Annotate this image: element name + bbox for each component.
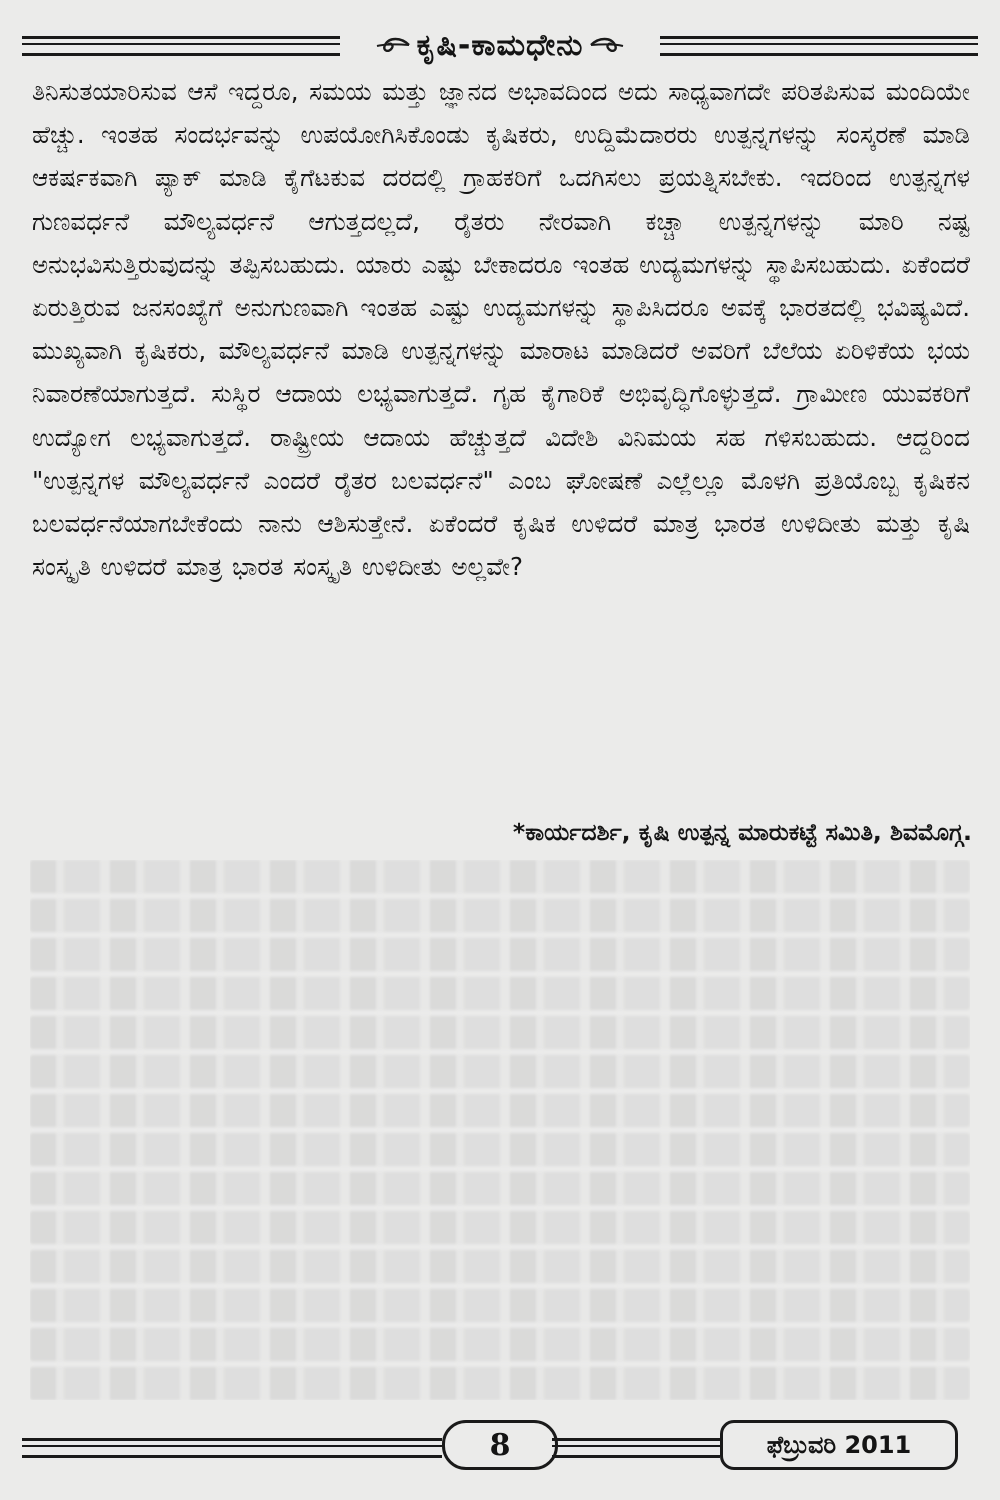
page-number: 8 [442, 1420, 558, 1470]
footer-rule-left [22, 1438, 442, 1458]
swirl-ornament-right-icon [589, 35, 625, 55]
issue-date: ಫೆಬ್ರುವರಿ 2011 [720, 1420, 958, 1470]
header-rule-right [660, 36, 978, 56]
header-rule-left [22, 36, 340, 56]
article-paragraph: ತಿನಿಸುತಯಾರಿಸುವ ಆಸೆ ಇದ್ದರೂ, ಸಮಯ ಮತ್ತು ಜ್ಞಾನದ ಅಭಾವದಿಂದ ಅದು ಸಾಧ್ಯವಾಗದೇ ಪರಿತಪಿಸುವ ಮಂದಿಯೇ ಹೆಚ್ಚು. ಇಂತಹ ಸಂದರ್ಭವನ್ನು ಉಪಯೋಗಿಸಿಕೊಂಡು ಕೃಷಿಕರು, ಉದ್ದಿಮೆದಾರರು ಉತ್ಪನ್ನಗಳನ್ನು ಸಂಸ್ಕರಣೆ ಮಾಡಿ ಆಕರ್ಷಕವಾಗಿ ಪ್ಯಾಕ್ ಮಾಡಿ ಕೈಗೆಟಕುವ ದರದಲ್ಲಿ ಗ್ರಾಹಕರಿಗೆ ಒದಗಿಸಲು ಪ್ರಯತ್ನಿಸಬೇಕು. ಇದರಿಂದ ಉತ್ಪನ್ನಗಳ ಗುಣವರ್ಧನೆ ಮೌಲ್ಯವರ್ಧನೆ ಆಗುತ್ತದಲ್ಲದೆ, ರೈತರು ನೇರವಾಗಿ ಕಚ್ಚಾ ಉತ್ಪನ್ನಗಳನ್ನು ಮಾರಿ ನಷ್ಟ ಅನುಭವಿಸುತ್ತಿರುವುದನ್ನು ತಪ್ಪಿಸಬಹುದು. ಯಾರು ಎಷ್ಟು ಬೇಕಾದರೂ ಇಂತಹ ಉದ್ಯಮಗಳನ್ನು ಸ್ಥಾಪಿಸಬಹುದು. ಏಕೆಂದರೆ ಏರುತ್ತಿರುವ ಜನಸಂಖ್ಯೆಗೆ ಅನುಗುಣವಾಗಿ ಇಂತಹ ಎಷ್ಟು ಉದ್ಯಮಗಳನ್ನು ಸ್ಥಾಪಿಸಿದರೂ ಅವಕ್ಕೆ ಭಾರತದಲ್ಲಿ ಭವಿಷ್ಯವಿದೆ. ಮುಖ್ಯವಾಗಿ ಕೃಷಿಕರು, ಮೌಲ್ಯವರ್ಧನೆ ಮಾಡಿ ಉತ್ಪನ್ನಗಳನ್ನು ಮಾರಾಟ ಮಾಡಿದರೆ ಅವರಿಗೆ ಬೆಲೆಯ ಏರಿಳಿಕೆಯ ಭಯ ನಿವಾರಣೆಯಾಗುತ್ತದೆ. ಸುಸ್ಥಿರ ಆದಾಯ ಲಭ್ಯವಾಗುತ್ತದೆ. ಗೃಹ ಕೈಗಾರಿಕೆ ಅಭಿವೃದ್ಧಿಗೊಳ್ಳುತ್ತದೆ. ಗ್ರಾಮೀಣ ಯುವಕರಿಗೆ ಉದ್ಯೋಗ ಲಭ್ಯವಾಗುತ್ತದೆ. ರಾಷ್ಟ್ರೀಯ ಆದಾಯ ಹೆಚ್ಚುತ್ತದೆ ವಿದೇಶಿ ವಿನಿಮಯ ಸಹ ಗಳಿಸಬಹುದು. ಆದ್ದರಿಂದ "ಉತ್ಪನ್ನಗಳ ಮೌಲ್ಯವರ್ಧನೆ ಎಂದರೆ ರೈತರ ಬಲವರ್ಧನೆ" ಎಂಬ ಘೋಷಣೆ ಎಲ್ಲೆಲ್ಲೂ ಮೊಳಗಿ ಪ್ರತಿಯೊಬ್ಬ ಕೃಷಿಕನ ಬಲವರ್ಧನೆಯಾಗಬೇಕೆಂದು ನಾನು ಆಶಿಸುತ್ತೇನೆ. ಏಕೆಂದರೆ ಕೃಷಿಕ ಉಳಿದರೆ ಮಾತ್ರ ಭಾರತ ಉಳಿದೀತು ಮತ್ತು ಕೃಷಿ ಸಂಸ್ಕೃತಿ ಉಳಿದರೆ ಮಾತ್ರ ಭಾರತ ಸಂಸ್ಕೃತಿ ಉಳಿದೀತು ಅಲ್ಲವೇ? [32, 77, 970, 582]
masthead [340, 22, 660, 68]
paper-bleed-through [30, 860, 970, 1400]
article-body [32, 70, 970, 588]
footer-rule-middle [552, 1438, 720, 1458]
swirl-ornament-left-icon [375, 35, 411, 55]
magazine-title: ಕೃಷಿ-ಕಾಮಧೇನು [416, 27, 584, 63]
author-signature: *ಕಾರ್ಯದರ್ಶಿ, ಕೃಷಿ ಉತ್ಪನ್ನ ಮಾರುಕಟ್ಟೆ ಸಮಿತಿ, ಶಿವಮೊಗ್ಗ. [512, 818, 972, 846]
page-header [22, 22, 978, 68]
page-footer [22, 1418, 978, 1474]
